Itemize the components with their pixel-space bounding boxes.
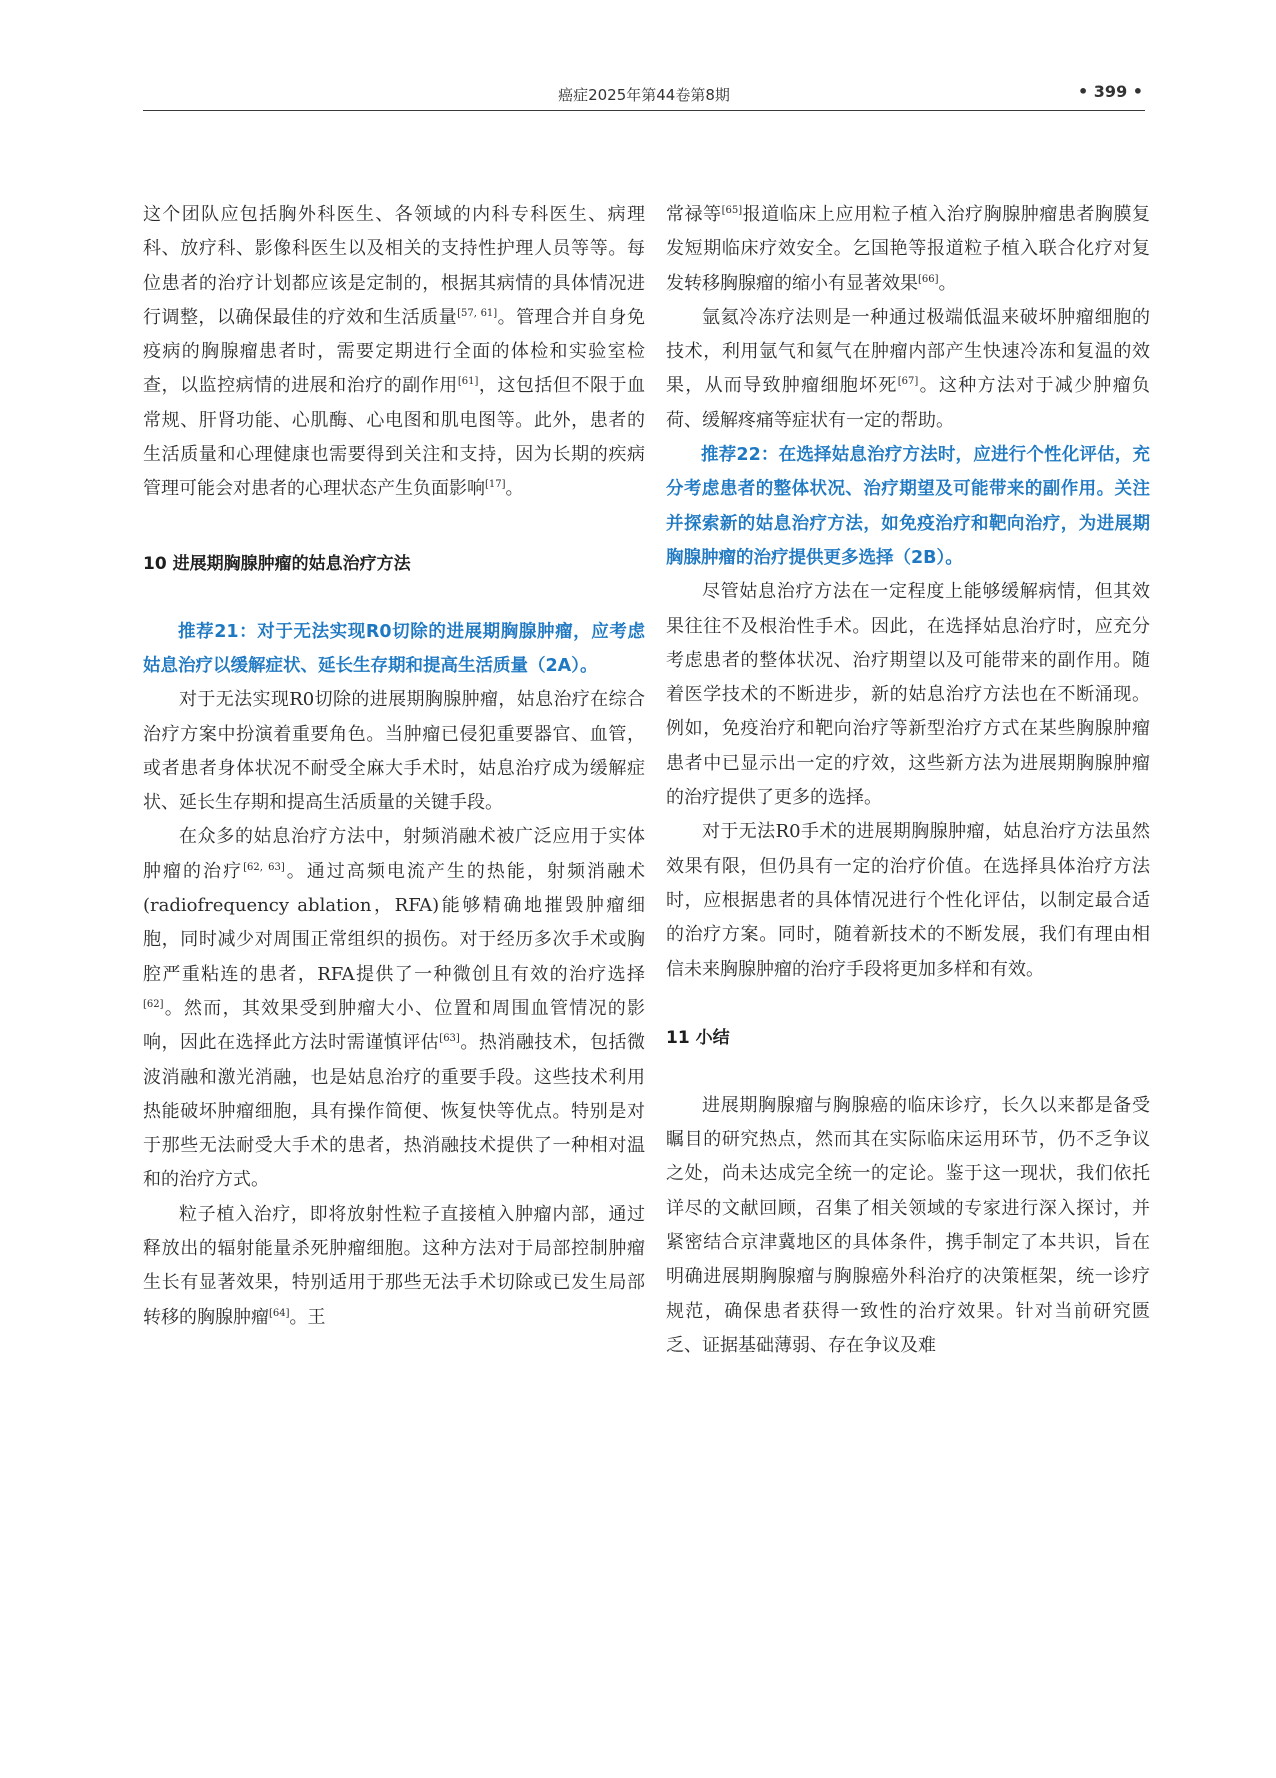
paragraph: 粒子植入治疗，即将放射性粒子直接植入肿瘤内部，通过释放出的辐射能量杀死肿瘤细胞。这种方法对于局部控制肿瘤生长有显著效果，特别适用于那些无法手术切除或已发生局部转移的胸腺肿瘤[64]。王 (143, 1203, 645, 1328)
recommendation-22: 推荐22：在选择姑息治疗方法时，应进行个性化评估，充分考虑患者的整体状况、治疗期望及可能带来的副作用。关注并探索新的姑息治疗方法，如免疫治疗和靶向治疗，为进展期胸腺肿瘤的治疗提供更多选择（2B）。 (666, 445, 1150, 568)
running-header (143, 76, 1145, 111)
citation[interactable]: [63] (439, 1033, 460, 1045)
citation[interactable]: [62, 63] (243, 861, 285, 873)
citation[interactable]: [62] (143, 998, 164, 1010)
citation[interactable]: [17] (485, 479, 506, 491)
left-column (143, 198, 645, 1335)
paragraph: 在众多的姑息治疗方法中，射频消融术被广泛应用于实体肿瘤的治疗[62, 63]。通过高频电流产生的热能，射频消融术 (radiofrequency ablation，RFA)能够精确地摧毁肿瘤细胞，同时减少对周围正常组织的损伤。对于经历多次手术或胸腔严重粘连的患者，RFA提供了一种微创且有效的治疗选择[62]。然而，其效果受到肿瘤大小、位置和周围血管情况的影响，因此在选择此方法时需谨慎评估[63]。热消融技术，包括微波消融和激光消融，也是姑息治疗的重要手段。这些技术利用热能破坏肿瘤细胞，具有操作简便、恢复快等优点。特别是对于那些无法耐受大手术的患者，热消融技术提供了一种相对温和的治疗方式。 (143, 826, 646, 1191)
recommendation-21: 推荐21：对于无法实现R0切除的进展期胸腺肿瘤，应考虑姑息治疗以缓解症状、延长生存期和提高生活质量（2A）。 (143, 621, 645, 676)
paragraph: 进展期胸腺瘤与胸腺癌的临床诊疗，长久以来都是备受瞩目的研究热点，然而其在实际临床运用环节，仍不乏争议之处，尚未达成完全统一的定论。鉴于这一现状，我们依托详尽的文献回顾，召集了相关领域的专家进行深入探讨，并紧密结合京津冀地区的具体条件，携手制定了本共识，旨在明确进展期胸腺瘤与胸腺癌外科治疗的决策框架，统一诊疗规范，确保患者获得一致性的治疗效果。针对当前研究匮乏、证据基础薄弱、存在争议及难 (666, 1094, 1150, 1356)
right-column (666, 198, 1150, 1363)
paragraph: 尽管姑息治疗方法在一定程度上能够缓解病情，但其效果往往不及根治性手术。因此，在选择姑息治疗时，应充分考虑患者的整体状况、治疗期望以及可能带来的副作用。随着医学技术的不断进步，新的姑息治疗方法也在不断涌现。例如，免疫治疗和靶向治疗等新型治疗方式在某些胸腺肿瘤患者中已显示出一定的疗效，这些新方法为进展期胸腺肿瘤的治疗提供了更多的选择。 (666, 581, 1150, 809)
paragraph: 常禄等[65]报道临床上应用粒子植入治疗胸腺肿瘤患者胸膜复发短期临床疗效安全。乞国艳等报道粒子植入联合化疗对复发转移胸腺瘤的缩小有显著效果[66]。 (666, 204, 1151, 294)
paragraph: 氩氦冷冻疗法则是一种通过极端低温来破坏肿瘤细胞的技术，利用氩气和氦气在肿瘤内部产生快速冷冻和复温的效果，从而导致肿瘤细胞坏死[67]。这种方法对于减少肿瘤负荷、缓解疼痛等症状有一定的帮助。 (666, 306, 1150, 431)
citation[interactable]: [67] (897, 376, 919, 388)
paragraph: 对于无法实现R0切除的进展期胸腺肿瘤，姑息治疗在综合治疗方案中扮演着重要角色。当肿瘤已侵犯重要器官、血管，或者患者身体状况不耐受全麻大手术时，姑息治疗成为缓解症状、延长生存期和提高生活质量的关键手段。 (143, 689, 645, 814)
journal-title: 癌症2025年第44卷第8期 (558, 86, 730, 104)
paragraph: 对于无法R0手术的进展期胸腺肿瘤，姑息治疗方法虽然效果有限，但仍具有一定的治疗价值。在选择具体治疗方法时，应根据患者的具体情况进行个性化评估，以制定最合适的治疗方案。同时，随着新技术的不断发展，我们有理由相信未来胸腺肿瘤的治疗手段将更加多样和有效。 (666, 821, 1150, 980)
citation[interactable]: [61] (457, 376, 479, 388)
section-heading-10: 10 进展期胸腺肿瘤的姑息治疗方法 (143, 553, 411, 574)
citation[interactable]: [57, 61] (457, 307, 498, 319)
citation[interactable]: [65] (721, 205, 743, 216)
page-number: • 399 • (1078, 82, 1143, 101)
section-heading-11: 11 小结 (666, 1027, 730, 1048)
citation[interactable]: [66] (918, 273, 939, 285)
paragraph: 这个团队应包括胸外科医生、各领域的内科专科医生、病理科、放疗科、影像科医生以及相关的支持性护理人员等等。每位患者的治疗计划都应该是定制的，根据其病情的具体情况进行调整，以确保最佳的疗效和生活质量[57, 61]。管理合并自身免疫病的胸腺瘤患者时，需要定期进行全面的体检和实验室检查，以监控病情的进展和治疗的副作用[61]，这包括但不限于血常规、肝肾功能、心肌酶、心电图和肌电图等。此外，患者的生活质量和心理健康也需要得到关注和支持，因为长期的疾病管理可能会对患者的心理状态产生负面影响[17]。 (143, 204, 646, 500)
citation[interactable]: [64] (269, 1307, 290, 1319)
